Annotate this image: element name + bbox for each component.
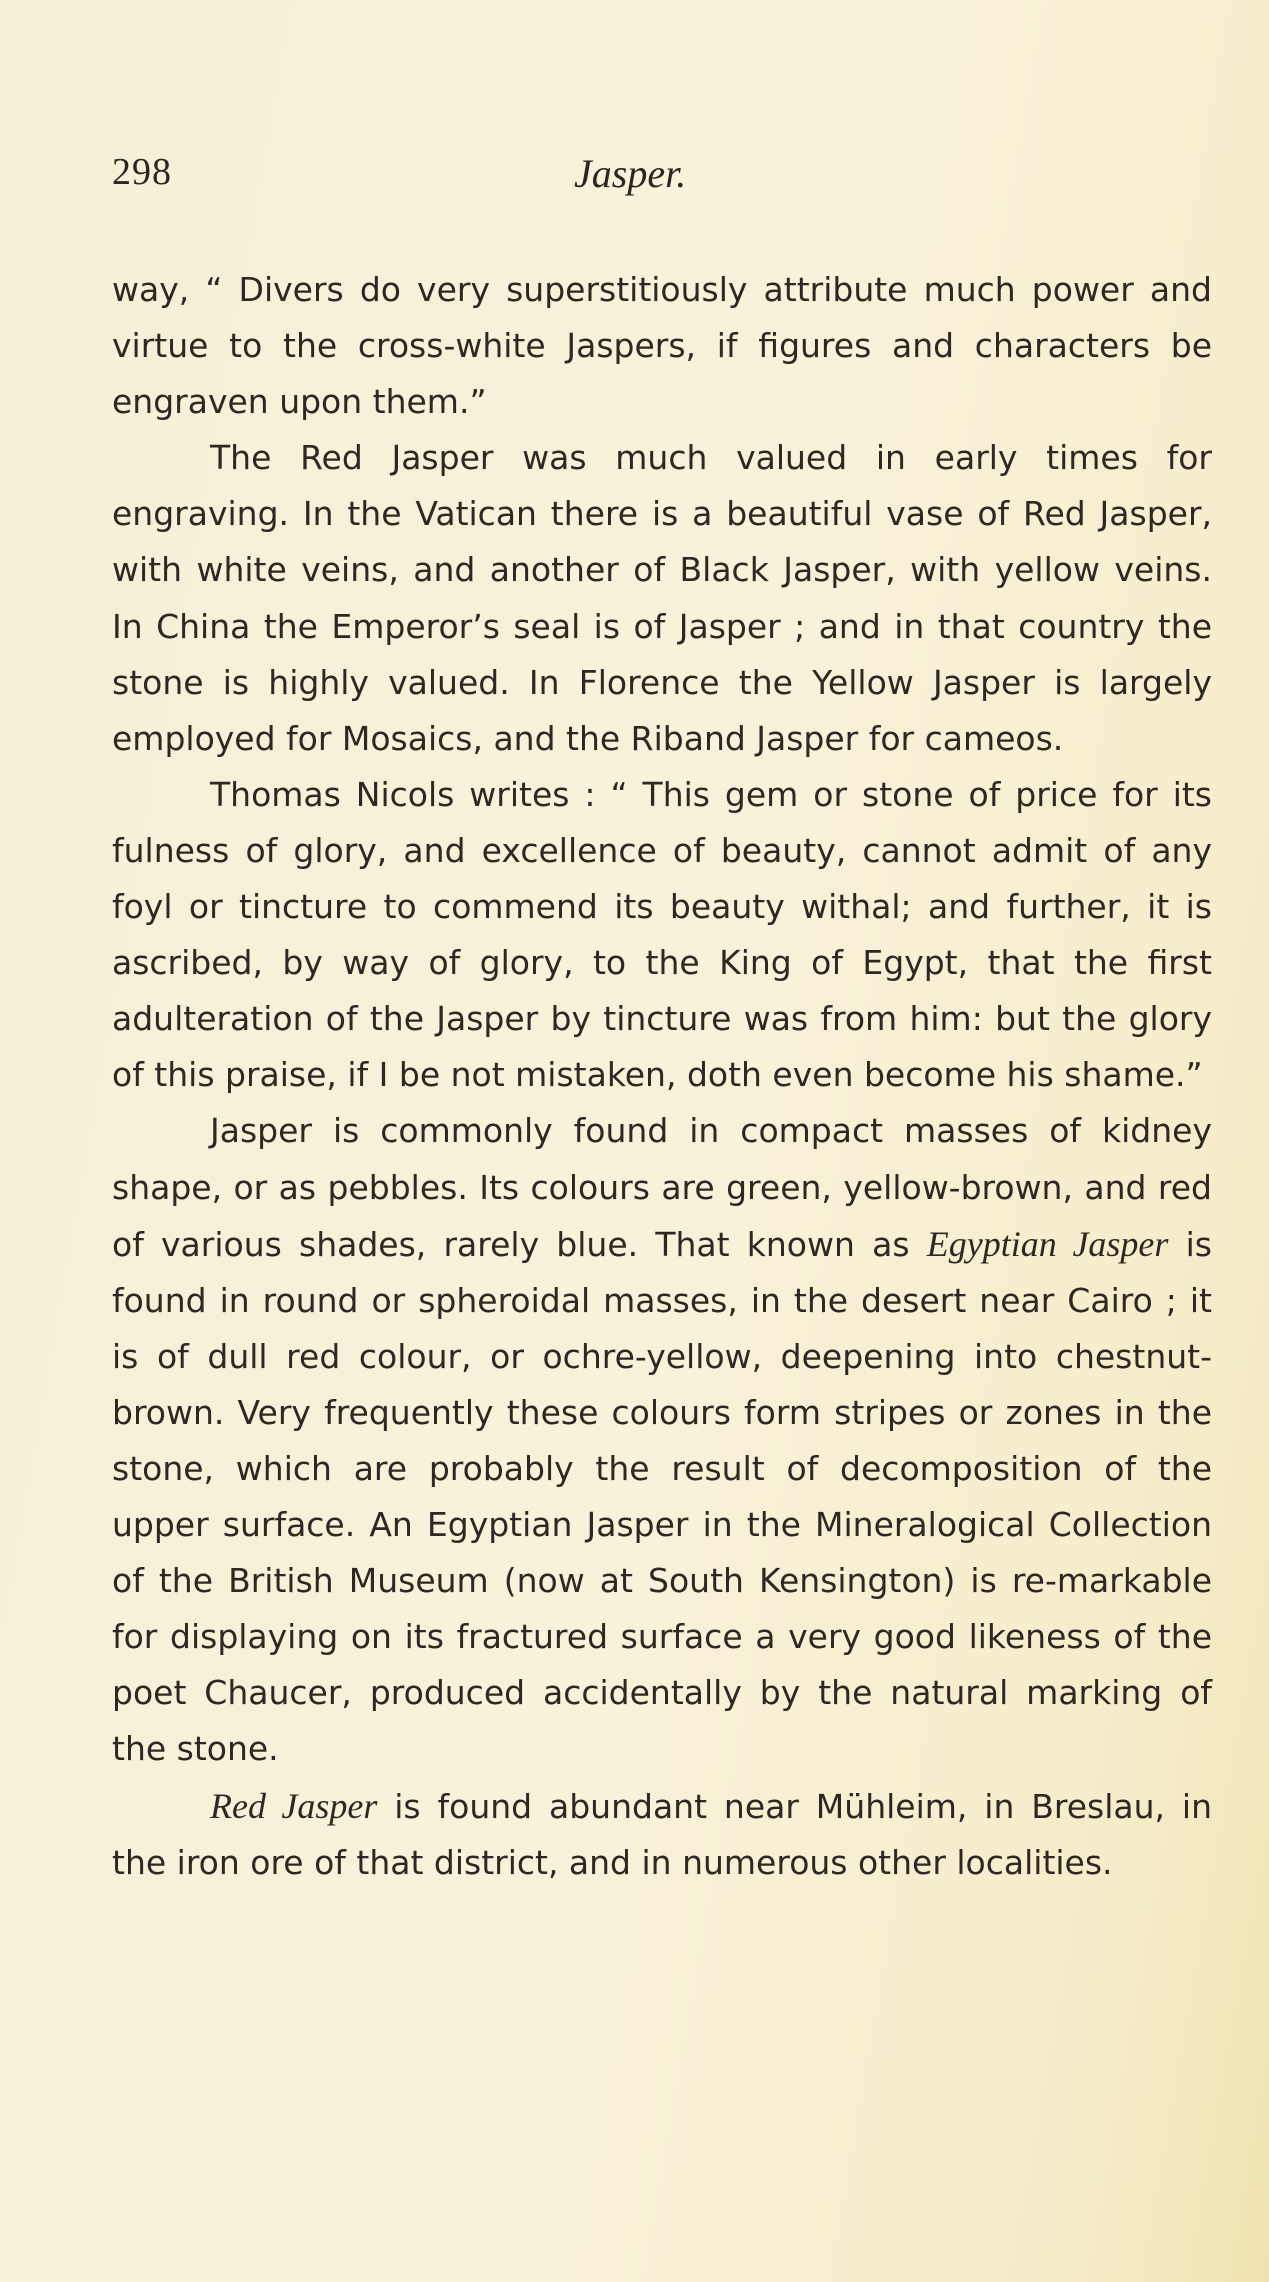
- paragraph-2: The Red Jasper was much valued in early times for engraving. In the Vatican there is a beautiful vase of Red Jasper, with white veins, and another of Black Jasper, with yellow veins. In China the Emperor’s seal is of Jasper ; and in that country the stone is highly valued. In Florence the Yellow Jasper is largely employed for Mosaics, and the Riband Jasper for cameos.: [112, 438, 1212, 758]
- body-text: [112, 262, 1212, 1891]
- running-head: [112, 150, 1212, 200]
- page-number: 298: [112, 151, 172, 193]
- paragraph-5: [112, 1778, 1212, 1891]
- paragraph-4-text-b: is found in round or spheroidal masses, in the desert near Cairo ; it is of dull red colour, or ochre-yellow, deepening into chestnut-brown. Very frequently these colours form stripes or zones in the stone, which are probably the result of decomposition of the upper surface. An Egyptian Jasper in the Mineralogical Collection of the British Museum (now at South Kensington) is re-markable for displaying on its fractured surface a very good likeness of the poet Chaucer, produced accidentally by the natural marking of the stone.: [112, 1224, 1213, 1769]
- running-title: Jasper.: [574, 151, 687, 196]
- paragraph-3: Thomas Nicols writes : “ This gem or stone of price for its fulness of glory, and excellence of beauty, cannot admit of any foyl or tincture to commend its beauty withal; and further, it is ascribed, by way of glory, to the King of Egypt, that the first adulteration of the Jasper by tincture was from him: but the glory of this praise, if I be not mistaken, doth even become his shame.”: [112, 774, 1212, 1095]
- paragraph-5-text: is found abundant near Mühleim, in Breslau, in the iron ore of that district, and in numerous other localities.: [112, 1786, 1213, 1882]
- paragraph-4-text-a: Jasper is commonly found in compact masses of kidney shape, or as pebbles. Its colours are green, yellow-brown, and red of various shades, rarely blue. That known as: [112, 1111, 1212, 1264]
- paragraph-1: way, “ Divers do very superstitiously attribute much power and virtue to the cross-white Jaspers, if figures and characters be engraven upon them.”: [112, 270, 1212, 422]
- red-jasper-term: Red Jasper: [210, 1785, 378, 1826]
- paragraph-4: [112, 1103, 1212, 1777]
- egyptian-jasper-term: Egyptian Jasper: [926, 1223, 1169, 1264]
